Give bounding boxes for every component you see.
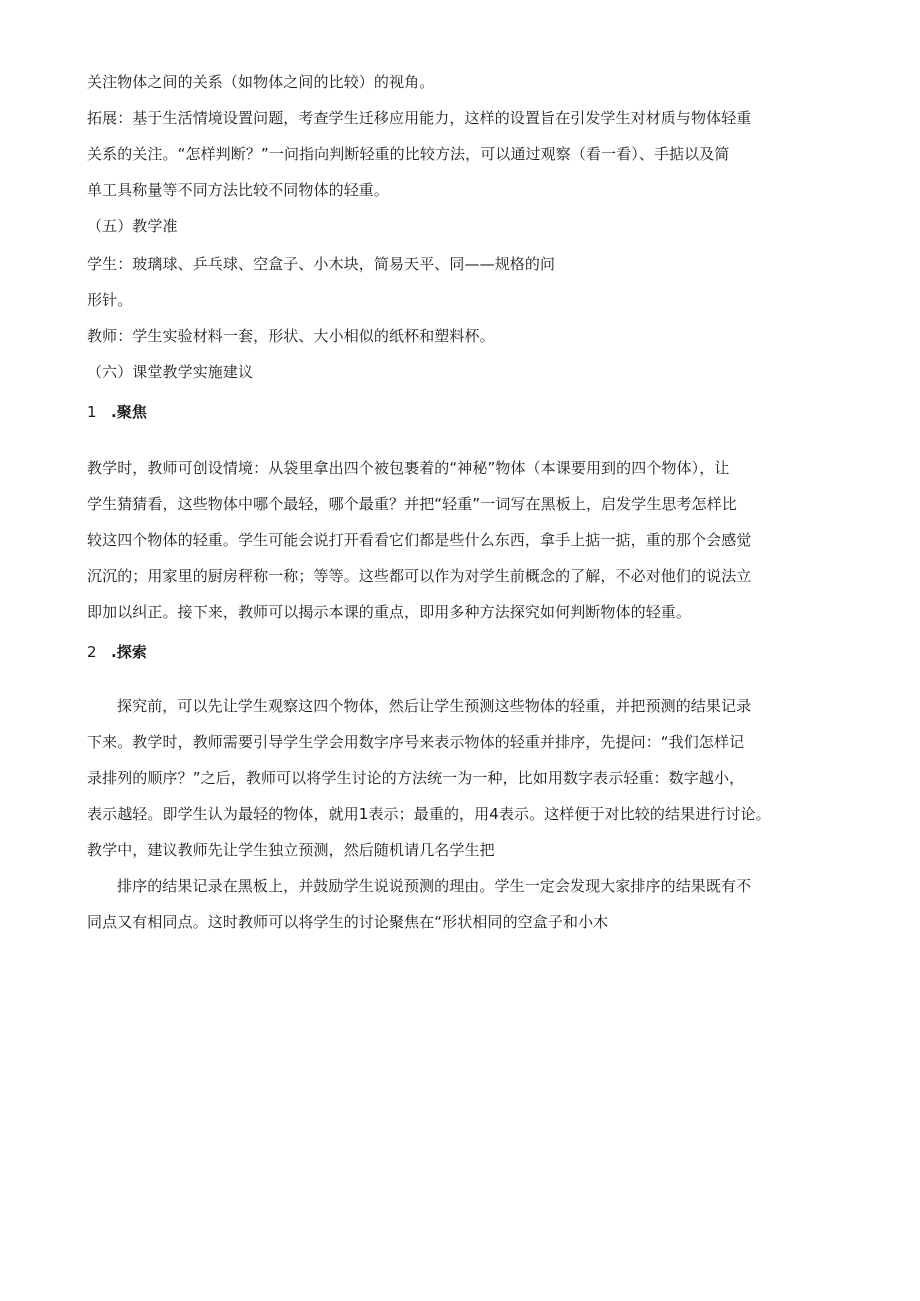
paragraph-line: 沉沉的；用家里的厨房秤称一称；等等。这些都可以作为对学生前概念的了解，不必对他们的说法立 [87, 567, 752, 585]
heading-explore [87, 642, 847, 662]
heading-title: .聚焦 [111, 403, 147, 421]
heading-number: 1 [87, 403, 97, 421]
heading-focus [87, 402, 847, 422]
paragraph-line: 教学时，教师可创设情境：从袋里拿出四个被包裹着的“神秘”物体（本课要用到的四个物体），让 [87, 459, 730, 477]
heading-title: .探索 [111, 643, 147, 661]
paragraph-line: 排序的结果记录在黑板上，并鼓励学生说说预测的理由。学生一定会发现大家排序的结果既有不 [117, 877, 752, 895]
text-line: 关系的关注。“怎样判断？”一问指向判断轻重的比较方法，可以通过观察（看一看）、手掂以及简 [87, 145, 730, 163]
paragraph-line: 探究前，可以先让学生观察这四个物体，然后让学生预测这些物体的轻重，并把预测的结果记录 [117, 697, 752, 715]
paragraph-line: 录排列的顺序？”之后，教师可以将学生讨论的方法统一为一种，比如用数字表示轻重：数字越小， [87, 769, 745, 787]
paragraph-line: 下来。教学时，教师需要引导学生学会用数字序号来表示物体的轻重并排序，先提问：“我们怎样记 [87, 733, 745, 751]
paragraph-line: 同点又有相同点。这时教师可以将学生的讨论聚焦在“形状相同的空盒子和小木 [87, 913, 609, 931]
paragraph-line: 即加以纠正。接下来，教师可以揭示本课的重点，即用多种方法探究如何判断物体的轻重。 [87, 603, 692, 621]
text-line: 学生：玻璃球、乒乓球、空盒子、小木块，简易天平、同——规格的问 [87, 255, 556, 273]
section-heading: （六）课堂教学实施建议 [87, 363, 254, 381]
paragraph-line: 学生猜猜看，这些物体中哪个最轻，哪个最重？并把“轻重”一词写在黑板上，启发学生思考怎样比 [87, 495, 737, 513]
heading-number: 2 [87, 643, 97, 661]
section-heading: （五）教学准 [87, 217, 178, 235]
paragraph-line: 表示越轻。即学生认为最轻的物体，就用1表示；最重的，用4表示。这样便于对比较的结果进行讨论。 [87, 805, 771, 823]
text-line: 教师：学生实验材料一套，形状、大小相似的纸杯和塑料杯。 [87, 327, 495, 345]
paragraph-line: 较这四个物体的轻重。学生可能会说打开看看它们都是些什么东西，拿手上掂一掂，重的那个会感觉 [87, 531, 752, 549]
paragraph-line: 教学中，建议教师先让学生独立预测，然后随机请几名学生把 [87, 841, 495, 859]
text-line: 形针。 [87, 291, 133, 309]
text-line: 拓展：基于生活情境设置问题，考查学生迁移应用能力，这样的设置旨在引发学生对材质与物体轻重 [87, 109, 752, 127]
text-line: 单工具称量等不同方法比较不同物体的轻重。 [87, 181, 390, 199]
text-line: 关注物体之间的关系（如物体之间的比较）的视角。 [87, 73, 435, 91]
